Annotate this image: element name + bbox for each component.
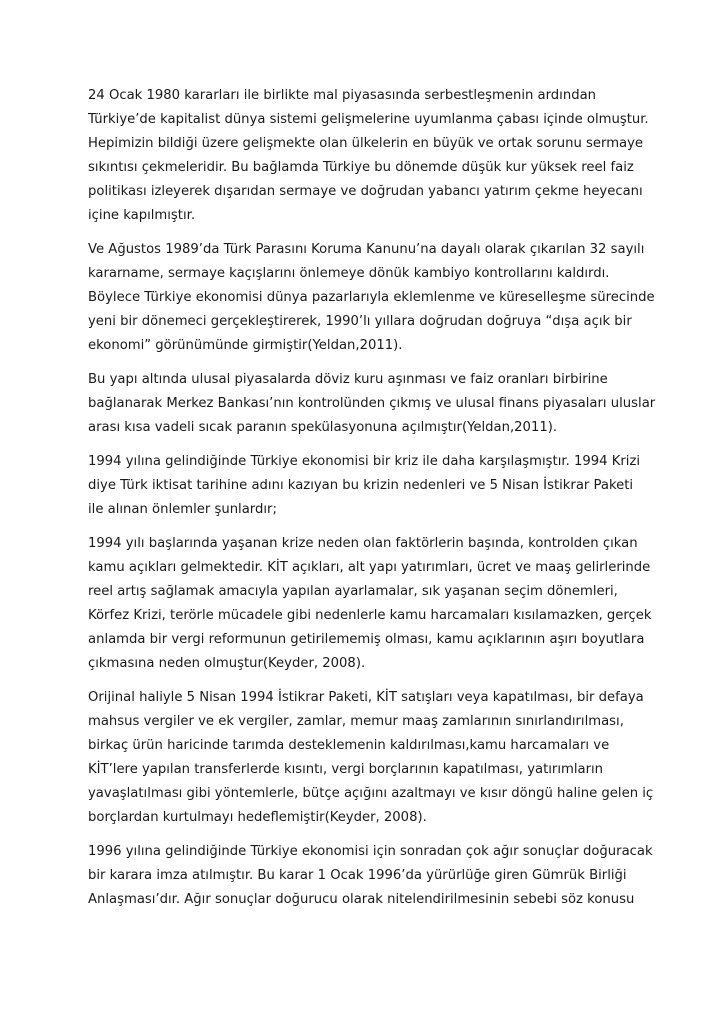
text-line: Ve Ağustos 1989’da Türk Parasını Koruma Kanunu’na dayalı olarak çıkarılan 32 sayılı bbox=[88, 242, 645, 257]
text-line: 1994 yılına gelindiğinde Türkiye ekonomisi bir kriz ile daha karşılaşmıştır. 1994 Krizi bbox=[88, 454, 641, 469]
text-line: çıkmasına neden olmuştur(Keyder, 2008). bbox=[88, 656, 366, 671]
text-line: 1994 yılı başlarında yaşanan krize neden olan faktörlerin başında, kontrolden çıkan bbox=[88, 536, 638, 551]
paragraph bbox=[88, 686, 654, 830]
text-line: bağlanarak Merkez Bankası’nın kontrolünden çıkmış ve ulusal finans piyasaları uluslar bbox=[88, 396, 656, 411]
paragraph bbox=[88, 532, 652, 676]
text-line: sıkıntısı çekmeleridir. Bu bağlamda Türkiye bu dönemde düşük kur yüksek reel faiz bbox=[88, 160, 634, 175]
text-line: anlamda bir vergi reformunun getirilememiş olması, kamu açıklarının aşırı boyutlara bbox=[88, 632, 645, 647]
text-line: 1996 yılına gelindiğinde Türkiye ekonomisi için sonradan çok ağır sonuçlar doğuracak bbox=[88, 844, 653, 859]
paragraph bbox=[88, 840, 653, 912]
text-line: Böylece Türkiye ekonomisi dünya pazarlarıyla eklemlenme ve küreselleşme sürecinde bbox=[88, 290, 655, 305]
text-line: ekonomi” görünümünde girmiştir(Yeldan,2011). bbox=[88, 338, 403, 353]
text-line: içine kapılmıştır. bbox=[88, 208, 196, 223]
text-line: Orijinal haliyle 5 Nisan 1994 İstikrar Paketi, KİT satışları veya kapatılması, bir defaya bbox=[88, 690, 644, 705]
text-line: kamu açıkları gelmektedir. KİT açıkları, alt yapı yatırımları, ücret ve maaş gelirlerinde bbox=[88, 560, 651, 575]
text-line: yavaşlatılması gibi yöntemlerle, bütçe açığını azaltmayı ve kısır döngü haline gelen iç bbox=[88, 786, 654, 801]
text-line: Anlaşması’dır. Ağır sonuçlar doğurucu olarak nitelendirilmesinin sebebi söz konusu bbox=[88, 892, 635, 907]
text-line: politikası izleyerek dışarıdan sermaye ve doğrudan yabancı yatırım çekme heyecanı bbox=[88, 184, 643, 199]
paragraph bbox=[88, 368, 656, 440]
text-line: Körfez Krizi, terörle mücadele gibi nedenlerle kamu harcamaları kısılamazken, gerçek bbox=[88, 608, 652, 623]
text-line: KİT’lere yapılan transferlerde kısıntı, vergi borçlarının kapatılması, yatırımların bbox=[88, 762, 604, 777]
paragraph bbox=[88, 238, 655, 358]
paragraph bbox=[88, 84, 649, 228]
text-line: Bu yapı altında ulusal piyasalarda döviz kuru aşınması ve faiz oranları birbirine bbox=[88, 372, 608, 387]
text-line: Hepimizin bildiği üzere gelişmekte olan ülkelerin en büyük ve ortak sorunu sermaye bbox=[88, 136, 644, 151]
text-line: borçlardan kurtulmayı hedeflemiştir(Keyder, 2008). bbox=[88, 810, 427, 825]
text-line: kararname, sermaye kaçışlarını önlemeye dönük kambiyo kontrollarını kaldırdı. bbox=[88, 266, 610, 281]
text-line: diye Türk iktisat tarihine adını kazıyan bu krizin nedenleri ve 5 Nisan İstikrar Paketi bbox=[88, 478, 634, 493]
text-line: yeni bir dönemeci gerçekleştirerek, 1990’lı yıllara doğrudan doğruya “dışa açık bir bbox=[88, 314, 632, 329]
text-line: reel artış sağlamak amacıyla yapılan ayarlamalar, sık yaşanan seçim dönemleri, bbox=[88, 584, 618, 599]
text-line: bir karara imza atılmıştır. Bu karar 1 Ocak 1996’da yürürlüğe giren Gümrük Birliği bbox=[88, 868, 627, 883]
text-line: 24 Ocak 1980 kararları ile birlikte mal piyasasında serbestleşmenin ardından bbox=[88, 88, 597, 103]
text-line: arası kısa vadeli sıcak paranın spekülasyonuna açılmıştır(Yeldan,2011). bbox=[88, 420, 558, 435]
text-line: birkaç ürün haricinde tarımda desteklemenin kaldırılması,kamu harcamaları ve bbox=[88, 738, 610, 753]
paragraph bbox=[88, 450, 644, 522]
text-line: Türkiye’de kapitalist dünya sistemi gelişmelerine uyumlanma çabası içinde olmuştur. bbox=[88, 112, 649, 127]
text-line: ile alınan önlemler şunlardır; bbox=[88, 502, 277, 517]
text-line: mahsus vergiler ve ek vergiler, zamlar, memur maaş zamlarının sınırlandırılması, bbox=[88, 714, 624, 729]
